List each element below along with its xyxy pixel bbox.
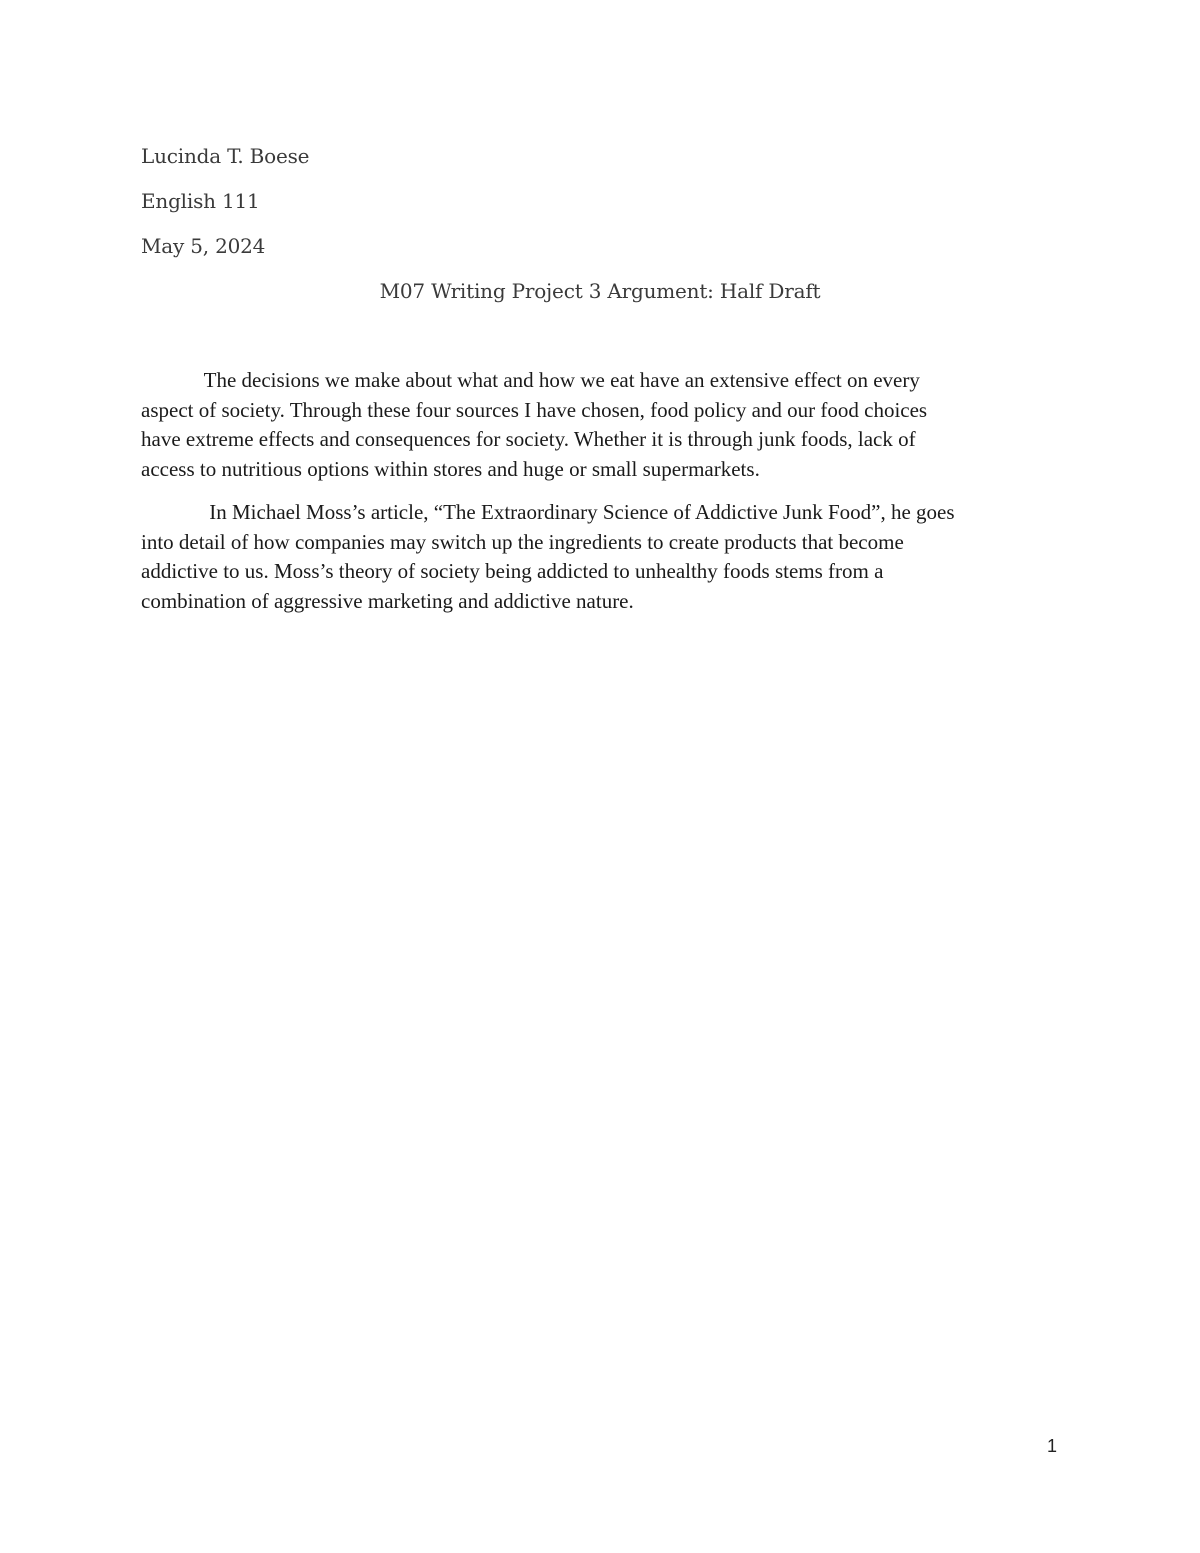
document-title: M07 Writing Project 3 Argument: Half Draft [379,279,821,303]
paragraph-line: aspect of society. Through these four sources I have chosen, food policy and our food choices [141,397,928,422]
paragraph-line: The decisions we make about what and how we eat have an extensive effect on every [141,368,920,392]
course-name: English 111 [141,189,260,213]
paragraph-line: In Michael Moss’s article, “The Extraordinary Science of Addictive Junk Food”, he goes [141,500,955,524]
paragraph-line: into detail of how companies may switch up the ingredients to create products that become [141,529,904,554]
author-name: Lucinda T. Boese [141,144,310,168]
page-number: 1 [1047,1436,1058,1456]
paragraph-1 [141,366,1061,484]
date: May 5, 2024 [141,234,266,258]
paragraph-line: have extreme effects and consequences for society. Whether it is through junk foods, lack of [141,427,916,451]
paragraph-2 [141,498,1061,616]
paragraph-line: addictive to us. Moss’s theory of society being addicted to unhealthy foods stems from a [141,559,884,583]
paragraph-line: access to nutritious options within stores and huge or small supermarkets. [141,456,760,481]
paragraph-line: combination of aggressive marketing and addictive nature. [141,588,634,613]
heading-block [141,141,309,276]
